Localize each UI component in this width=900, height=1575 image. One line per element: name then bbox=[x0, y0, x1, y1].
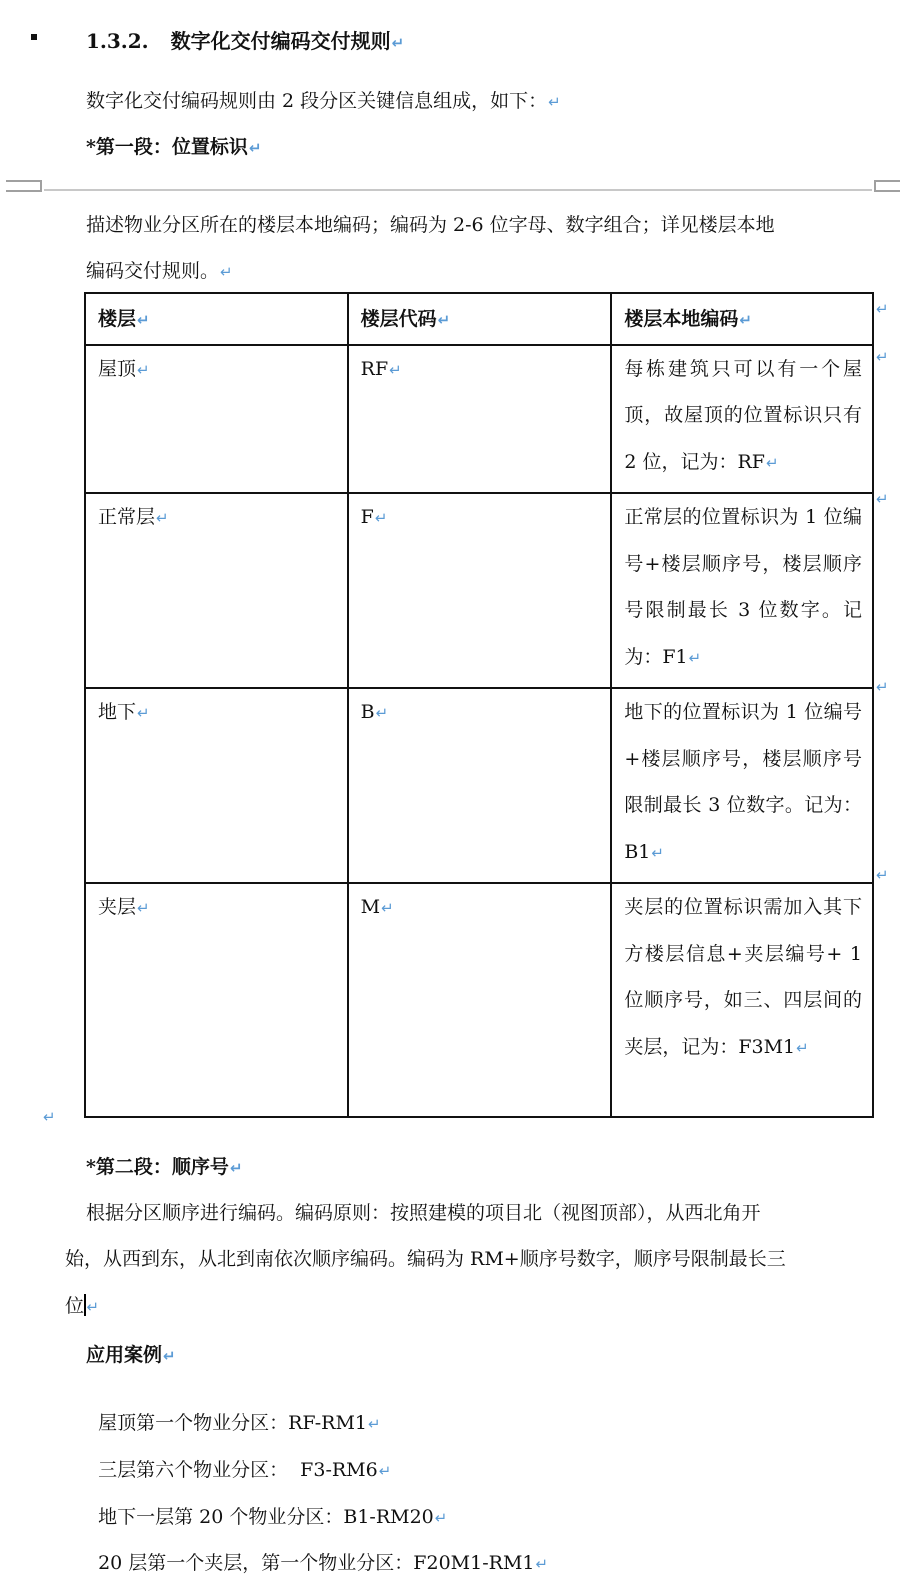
floor-code-table bbox=[84, 292, 874, 1118]
example-text: 屋顶第一个物业分区：RF-RM1 bbox=[98, 1412, 367, 1434]
section2-text: 根据分区顺序进行编码。编码原则：按照建模的项目北（视图顶部），从西北角开 bbox=[86, 1202, 761, 1224]
page-break-separator bbox=[0, 186, 900, 194]
paragraph-mark-icon: ↵ bbox=[375, 704, 389, 722]
list-bullet bbox=[31, 34, 37, 40]
text-cursor bbox=[84, 1294, 86, 1316]
cell-code[interactable]: F↵ bbox=[348, 493, 612, 688]
table-row bbox=[85, 883, 873, 1117]
paragraph-mark-icon: ↵ bbox=[739, 311, 752, 329]
section1-desc-line1[interactable] bbox=[86, 210, 775, 237]
paragraph-mark-icon: ↵ bbox=[137, 704, 150, 722]
example-item[interactable] bbox=[86, 1526, 548, 1575]
section1-title-text: *第一段：位置标识 bbox=[86, 136, 248, 158]
paragraph-mark-icon: ↵ bbox=[535, 1555, 549, 1573]
header-cell-floor[interactable]: 楼层↵ bbox=[85, 293, 348, 345]
paragraph-mark-icon: ↵ bbox=[688, 648, 702, 667]
paragraph-mark-icon: ↵ bbox=[368, 1415, 381, 1433]
paragraph-mark-icon: ↵ bbox=[156, 509, 169, 527]
cell-floor[interactable]: 地下↵ bbox=[85, 688, 348, 883]
section-heading[interactable] bbox=[86, 25, 404, 54]
page-corner-right bbox=[874, 180, 900, 192]
row-end-mark-icon: ↵ bbox=[876, 300, 889, 318]
paragraph-mark-icon: ↵ bbox=[389, 360, 402, 379]
cell-local[interactable]: 地下的位置标识为 1 位编号+楼层顺序号，楼层顺序号限制最长 3 位数字。记为：B1↵ bbox=[611, 688, 873, 883]
table-row bbox=[85, 345, 873, 494]
paragraph-mark-icon: ↵ bbox=[137, 360, 150, 379]
paragraph-mark-icon: ↵ bbox=[86, 1298, 100, 1316]
paragraph-mark-icon: ↵ bbox=[248, 139, 262, 157]
paragraph-mark-icon: ↵ bbox=[229, 1159, 243, 1177]
paragraph-mark-icon: ↵ bbox=[137, 311, 150, 329]
row-end-mark-icon: ↵ bbox=[876, 348, 889, 366]
heading-number: 1.3.2. bbox=[86, 29, 149, 53]
paragraph-mark-icon: ↵ bbox=[220, 263, 233, 281]
cell-floor[interactable]: 正常层↵ bbox=[85, 493, 348, 688]
paragraph-mark-icon: ↵ bbox=[137, 899, 150, 917]
row-end-mark-icon: ↵ bbox=[876, 678, 889, 696]
cell-code[interactable]: M↵ bbox=[348, 883, 612, 1117]
paragraph-mark-icon: ↵ bbox=[437, 311, 451, 329]
paragraph-mark-icon: ↵ bbox=[796, 1038, 809, 1057]
row-end-mark-icon: ↵ bbox=[876, 490, 889, 508]
cell-floor[interactable]: 屋顶↵ bbox=[85, 345, 348, 494]
heading-title: 数字化交付编码交付规则 bbox=[170, 29, 391, 53]
examples-title[interactable] bbox=[86, 1340, 176, 1367]
cell-local[interactable]: 每栋建筑只可以有一个屋顶，故屋顶的位置标识只有 2 位，记为：RF↵ bbox=[611, 345, 873, 494]
paragraph-mark-icon: ↵ bbox=[381, 899, 394, 917]
header-cell-code[interactable]: 楼层代码↵ bbox=[348, 293, 612, 345]
example-item[interactable] bbox=[86, 1386, 381, 1435]
section1-desc-line2[interactable] bbox=[86, 256, 233, 283]
examples-title-text: 应用案例 bbox=[86, 1344, 163, 1366]
section1-desc-text: 编码交付规则。 bbox=[86, 260, 220, 282]
table-row bbox=[85, 688, 873, 883]
example-text: 地下一层第 20 个物业分区：B1-RM20 bbox=[98, 1506, 434, 1528]
section1-title[interactable] bbox=[86, 132, 262, 159]
example-text: 20 层第一个夹层，第一个物业分区：F20M1-RM1 bbox=[98, 1552, 535, 1574]
table-header-row bbox=[85, 293, 873, 345]
example-item[interactable] bbox=[86, 1433, 391, 1482]
cell-local[interactable]: 夹层的位置标识需加入其下方楼层信息+夹层编号+ 1 位顺序号，如三、四层间的夹层，记为：F3M1↵ bbox=[611, 883, 873, 1117]
cell-floor[interactable]: 夹层↵ bbox=[85, 883, 348, 1117]
paragraph-mark-icon: ↵ bbox=[434, 1509, 448, 1527]
example-text: 三层第六个物业分区： F3-RM6 bbox=[98, 1459, 378, 1481]
empty-paragraph-mark-icon[interactable]: ↵ bbox=[43, 1108, 56, 1126]
paragraph-mark-icon: ↵ bbox=[378, 1462, 392, 1480]
section2-title-text: *第二段：顺序号 bbox=[86, 1156, 229, 1178]
paragraph-mark-icon: ↵ bbox=[765, 453, 779, 472]
cell-code[interactable]: RF↵ bbox=[348, 345, 612, 494]
paragraph-mark-icon: ↵ bbox=[374, 509, 388, 527]
page-gap-line bbox=[44, 189, 872, 191]
paragraph-mark-icon: ↵ bbox=[548, 93, 561, 111]
section2-title[interactable] bbox=[86, 1152, 243, 1179]
intro-text: 数字化交付编码规则由 2 段分区关键信息组成，如下： bbox=[86, 90, 548, 112]
section1-desc-text: 描述物业分区所在的楼层本地编码；编码为 2-6 位字母、数字组合；详见楼层本地 bbox=[86, 214, 775, 236]
section2-line1[interactable] bbox=[86, 1198, 761, 1225]
paragraph-mark-icon: ↵ bbox=[391, 34, 405, 52]
section2-line3[interactable] bbox=[65, 1291, 99, 1318]
header-cell-local[interactable]: 楼层本地编码↵ bbox=[611, 293, 873, 345]
row-end-mark-icon: ↵ bbox=[876, 866, 889, 884]
section2-line2[interactable] bbox=[65, 1244, 786, 1271]
page-corner-left bbox=[6, 180, 42, 192]
table-row bbox=[85, 493, 873, 688]
paragraph-mark-icon: ↵ bbox=[163, 1347, 176, 1365]
intro-paragraph[interactable] bbox=[86, 86, 561, 113]
cell-code[interactable]: B↵ bbox=[348, 688, 612, 883]
paragraph-mark-icon: ↵ bbox=[651, 843, 664, 862]
example-item[interactable] bbox=[86, 1480, 447, 1529]
cell-local[interactable]: 正常层的位置标识为 1 位编号+楼层顺序号，楼层顺序号限制最长 3 位数字。记为：F1↵ bbox=[611, 493, 873, 688]
section2-text: 位 bbox=[65, 1295, 85, 1317]
section2-text: 始，从西到东，从北到南依次顺序编码。编码为 RM+顺序号数字，顺序号限制最长三 bbox=[65, 1248, 786, 1270]
